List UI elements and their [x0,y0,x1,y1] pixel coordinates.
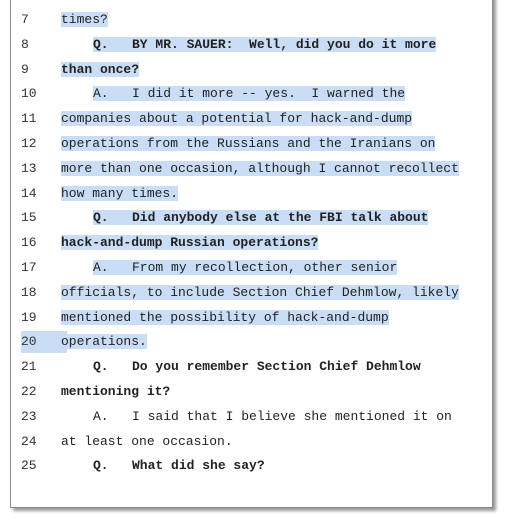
line-number: 17 [21,260,37,275]
transcript-line [11,59,493,81]
question-text: Q. BY MR. SAUER: Well, did you do it more [93,36,437,52]
transcript-line [11,34,493,56]
question-text: mentioning it? [61,384,171,399]
line-number: 8 [21,36,29,52]
line-text-container [61,307,389,329]
line-number: 21 [21,359,37,375]
line-number: 23 [21,408,37,424]
answer-text: operations. [61,334,147,350]
question-text: Q. Did anybody else at the FBI talk about [93,210,429,226]
answer-text: times? [61,12,108,27]
transcript-line [11,381,493,403]
line-text-container [61,133,435,155]
question-text: than once? [61,61,140,77]
transcript-line [11,183,493,205]
line-number: 22 [21,384,37,399]
answer-text: officials, to include Section Chief Dehmlow, likely [61,284,459,300]
line-text-container [61,406,452,428]
transcript-line [11,406,493,428]
answer-text: operations from the Russians and the Iranians on [61,136,436,151]
transcript-line [11,133,493,155]
line-number: 19 [21,309,37,325]
transcript-line [11,108,493,130]
transcript-line [11,331,493,353]
answer-text: more than one occasion, although I cannot recollect [61,160,459,176]
line-number: 16 [21,235,37,251]
question-text: Q. What did she say? [93,458,265,474]
transcript-line [11,455,493,477]
transcript-line [11,9,493,31]
line-text-container [61,331,147,353]
line-text-container [61,282,459,304]
line-number: 24 [21,433,37,449]
line-number: 20 [21,331,67,353]
answer-text: at least one occasion. [61,433,233,449]
line-number: 9 [21,61,29,77]
line-number: 14 [21,185,37,201]
line-number: 13 [21,160,37,176]
transcript-line [11,307,493,329]
transcript-line [11,232,493,254]
line-number: 10 [21,86,37,102]
line-text-container [61,381,170,403]
answer-text: companies about a potential for hack-and-dump [61,111,413,127]
line-text-container [61,257,397,279]
line-number: 7 [21,12,29,27]
answer-text: how many times. [61,185,179,201]
line-text-container [61,455,265,477]
line-number: 12 [21,136,37,151]
transcript-line [11,431,493,453]
transcript-line [11,257,493,279]
transcript-line [11,207,493,229]
line-text-container [61,9,108,31]
question-text: hack-and-dump Russian operations? [61,235,319,251]
transcript-line [11,282,493,304]
line-number: 25 [21,458,37,474]
transcript-line [11,356,493,378]
line-text-container [61,232,318,254]
answer-text: A. From my recollection, other senior [93,260,398,275]
question-text: Q. Do you remember Section Chief Dehmlow [93,359,421,375]
line-text-container [61,59,139,81]
answer-text: mentioned the possibility of hack-and-dump [61,309,389,325]
line-text-container [61,207,428,229]
transcript-line [11,158,493,180]
line-text-container [61,183,178,205]
line-text-container [61,356,421,378]
line-number: 11 [21,111,37,127]
line-number: 15 [21,210,37,226]
line-text-container [61,83,405,105]
line-text-container [61,431,233,453]
transcript-line [11,83,493,105]
line-number: 18 [21,284,37,300]
answer-text: A. I said that I believe she mentioned it on [93,408,452,424]
transcript-page [10,0,493,508]
line-text-container [61,158,459,180]
line-text-container [61,108,412,130]
line-text-container [61,34,436,56]
answer-text: A. I did it more -- yes. I warned the [93,86,406,102]
